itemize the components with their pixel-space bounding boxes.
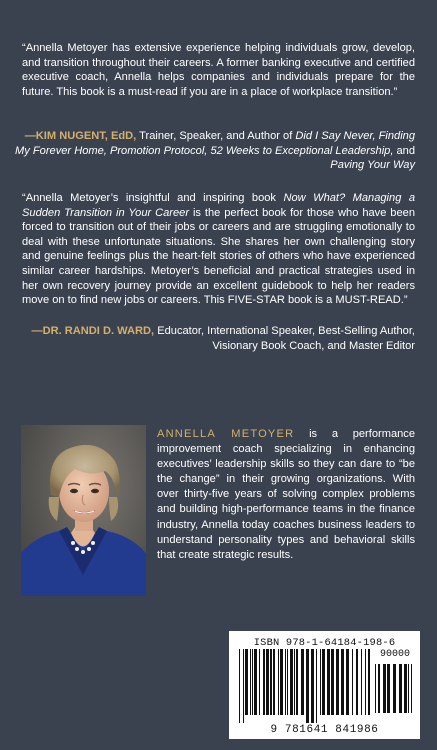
barcode-bar bbox=[383, 664, 386, 713]
isbn-barcode bbox=[229, 631, 420, 739]
barcode-bar bbox=[273, 649, 275, 715]
barcode-bar bbox=[393, 664, 396, 713]
author-bio-text: is a performance improvement coach specializing in enhancing executives’ leadership skills so they can dare to “be the change” in their growing organizations. With over thirty-five years of solving complex problems and building high-performance teams in the finance industry, Annella today coaches business leaders to understand personality types and behavioral skills that create strategic results. bbox=[157, 428, 415, 561]
barcode-bar bbox=[368, 649, 370, 715]
barcode-bar bbox=[320, 649, 321, 715]
barcode-bar bbox=[254, 649, 257, 715]
barcode-bar bbox=[387, 664, 390, 713]
barcode-bar bbox=[331, 649, 334, 715]
barcode-bar bbox=[404, 664, 407, 713]
barcode-bar bbox=[361, 649, 362, 715]
attribution-1-role: Trainer, Speaker, and Author of bbox=[136, 130, 296, 142]
barcode-bar bbox=[365, 649, 366, 715]
barcode-bar bbox=[239, 649, 240, 723]
barcode-bar bbox=[250, 649, 251, 715]
quote-1-text: “Annella Metoyer has extensive experience helping individuals grow, develop, and transition throughout their careers. A former banking executive and certified executive coach, Annella helps companies and individuals prepare for the future. This book is a must-read if you are in a place of workplace transition.” bbox=[22, 42, 415, 98]
barcode-bar bbox=[290, 649, 293, 715]
barcode-bar bbox=[296, 649, 298, 715]
barcode-bar bbox=[375, 664, 376, 713]
barcode-bar bbox=[356, 649, 358, 715]
quote-2-book-title: Now What? Managing a Sudden Transition in Your Career bbox=[22, 192, 415, 219]
attribution-2-name: —DR. RANDI D. WARD, bbox=[31, 325, 155, 337]
barcode-bar bbox=[346, 649, 349, 715]
barcode-bar bbox=[399, 664, 402, 713]
barcode-bar bbox=[352, 649, 353, 715]
barcode-bar bbox=[294, 649, 295, 715]
endorsement-attribution-1 bbox=[15, 129, 415, 173]
barcode-bar bbox=[245, 649, 248, 715]
barcode-bar bbox=[252, 649, 253, 715]
barcode-bar bbox=[287, 649, 288, 715]
barcode-bar bbox=[311, 649, 314, 723]
barcode-bar bbox=[266, 649, 269, 715]
attribution-1-last-book: Paving Your Way bbox=[330, 159, 415, 172]
barcode-bar bbox=[285, 649, 286, 715]
barcode-bar bbox=[280, 649, 283, 715]
endorsement-quote-2 bbox=[22, 191, 415, 308]
barcode-bar bbox=[263, 649, 265, 715]
barcode-bar bbox=[243, 649, 244, 723]
attribution-2-role: Educator, International Speaker, Best-Selling Author, Visionary Book Coach, and Master Editor bbox=[154, 325, 415, 352]
author-bio-name: ANNELLA METOYER bbox=[157, 428, 295, 440]
author-photo bbox=[21, 425, 146, 596]
barcode-bar bbox=[327, 649, 330, 715]
barcode-bar bbox=[378, 664, 380, 713]
barcode-bar bbox=[301, 649, 304, 715]
barcode-bar bbox=[408, 664, 409, 713]
barcode-bar bbox=[411, 664, 412, 713]
attribution-1-and: and bbox=[393, 144, 415, 157]
barcode-bar bbox=[316, 649, 317, 723]
ean-barcode-bars bbox=[239, 649, 371, 723]
ean-digits: 9 781641 841986 bbox=[270, 724, 379, 736]
endorsement-attribution-2 bbox=[15, 324, 415, 353]
endorsement-quote-1 bbox=[22, 41, 415, 99]
isbn-label: ISBN 978-1-64184-198-6 bbox=[253, 637, 396, 649]
author-bio bbox=[157, 427, 415, 563]
author-portrait-illustration bbox=[21, 425, 146, 596]
price-barcode-bars bbox=[375, 664, 415, 721]
quote-2-text-open: “Annella Metoyer’s insightful and inspiring book bbox=[22, 192, 284, 204]
barcode-bar bbox=[322, 649, 325, 715]
attribution-1-name: —KIM NUGENT, EdD, bbox=[24, 130, 137, 142]
barcode-bar bbox=[306, 649, 309, 723]
price-code: 90000 bbox=[379, 649, 410, 660]
quote-2-text-rest: is the perfect book for those who have been forced to transition out of their jobs or careers and are struggling emotionally to deal with these unfortunate situations. She shares her own challenging story and genuine feelings plus the heart-felt stories of others who have experienced similar career hardships. Metoyer’s beneficial and practical strategies used in her own recovery journey provide an excellent guidebook to help her readers move on to find new jobs or careers. This FIVE-STAR book is a MUST-READ.” bbox=[22, 206, 415, 307]
barcode-bar bbox=[341, 649, 344, 715]
barcode-bar bbox=[336, 649, 339, 715]
barcode-bar bbox=[270, 649, 272, 715]
attribution-1-books: Did I Say Never, Finding My Forever Home, Promotion Protocol, 52 Weeks to Exceptional Leadership, bbox=[15, 130, 415, 157]
barcode-bar bbox=[259, 649, 260, 715]
barcode-bar bbox=[278, 649, 279, 715]
